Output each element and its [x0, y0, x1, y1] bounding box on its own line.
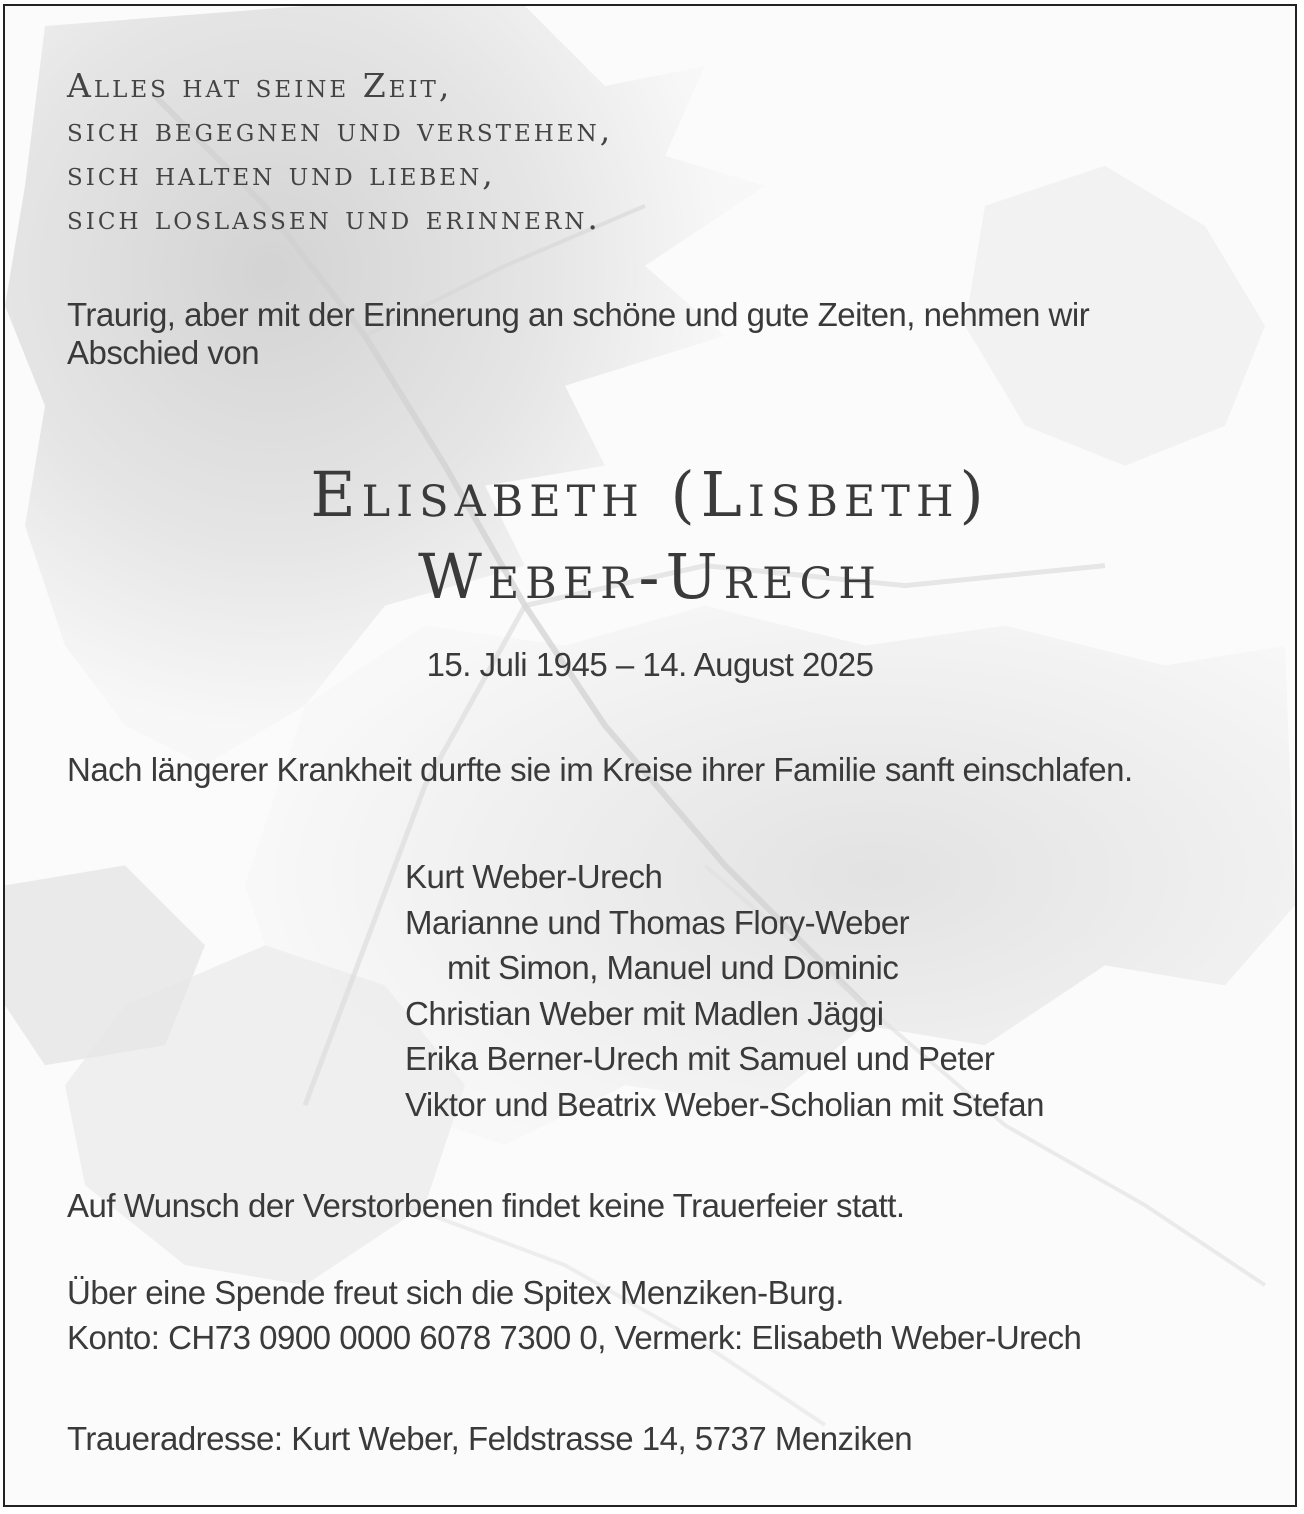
mourner-entry: Christian Weber mit Madlen Jäggi: [405, 994, 884, 1032]
poem-line: sich halten und lieben,: [67, 154, 496, 193]
poem-line: sich loslassen und erinnern.: [67, 198, 601, 237]
donation-line: Über eine Spende freut sich die Spitex Menziken-Burg.: [67, 1274, 844, 1311]
intro-line: Traurig, aber mit der Erinnerung an schöne und gute Zeiten, nehmen wir: [67, 296, 1090, 333]
mourners-list: [405, 854, 1044, 1127]
deceased-name-line1: Elisabeth (Lisbeth): [310, 458, 990, 531]
deceased-name-line2: Weber-Urech: [418, 540, 882, 613]
obituary-card: [3, 4, 1297, 1507]
mourner-entry: Marianne und Thomas Flory-Weber: [405, 903, 910, 941]
intro-text: [67, 296, 1247, 372]
ceremony-note: Auf Wunsch der Verstorbenen findet keine Trauerfeier statt.: [67, 1187, 905, 1224]
mourning-address: Traueradresse: Kurt Weber, Feldstrasse 14, 5737 Menziken: [67, 1420, 913, 1457]
mourner-entry: Viktor und Beatrix Weber-Scholian mit Stefan: [405, 1085, 1044, 1123]
donation-account: Konto: CH73 0900 0000 6078 7300 0, Vermerk: Elisabeth Weber-Urech: [67, 1319, 1082, 1356]
poem: [67, 64, 613, 240]
mourner-entry: Erika Berner-Urech mit Samuel und Peter: [405, 1040, 995, 1077]
illness-statement: Nach längerer Krankheit durfte sie im Kreise ihrer Familie sanft einschlafen.: [67, 751, 1133, 788]
life-dates: 15. Juli 1945 – 14. August 2025: [426, 646, 874, 683]
donation-info: [67, 1270, 1081, 1360]
poem-line: sich begegnen und verstehen,: [67, 110, 614, 149]
mourner-entry: Kurt Weber-Urech: [405, 858, 663, 895]
obituary-content: [5, 6, 1295, 1505]
mourner-entry: mit Simon, Manuel und Dominic: [447, 949, 899, 986]
deceased-name: [5, 454, 1295, 618]
intro-line: Abschied von: [67, 334, 260, 371]
poem-line: Alles hat seine Zeit,: [67, 66, 453, 105]
